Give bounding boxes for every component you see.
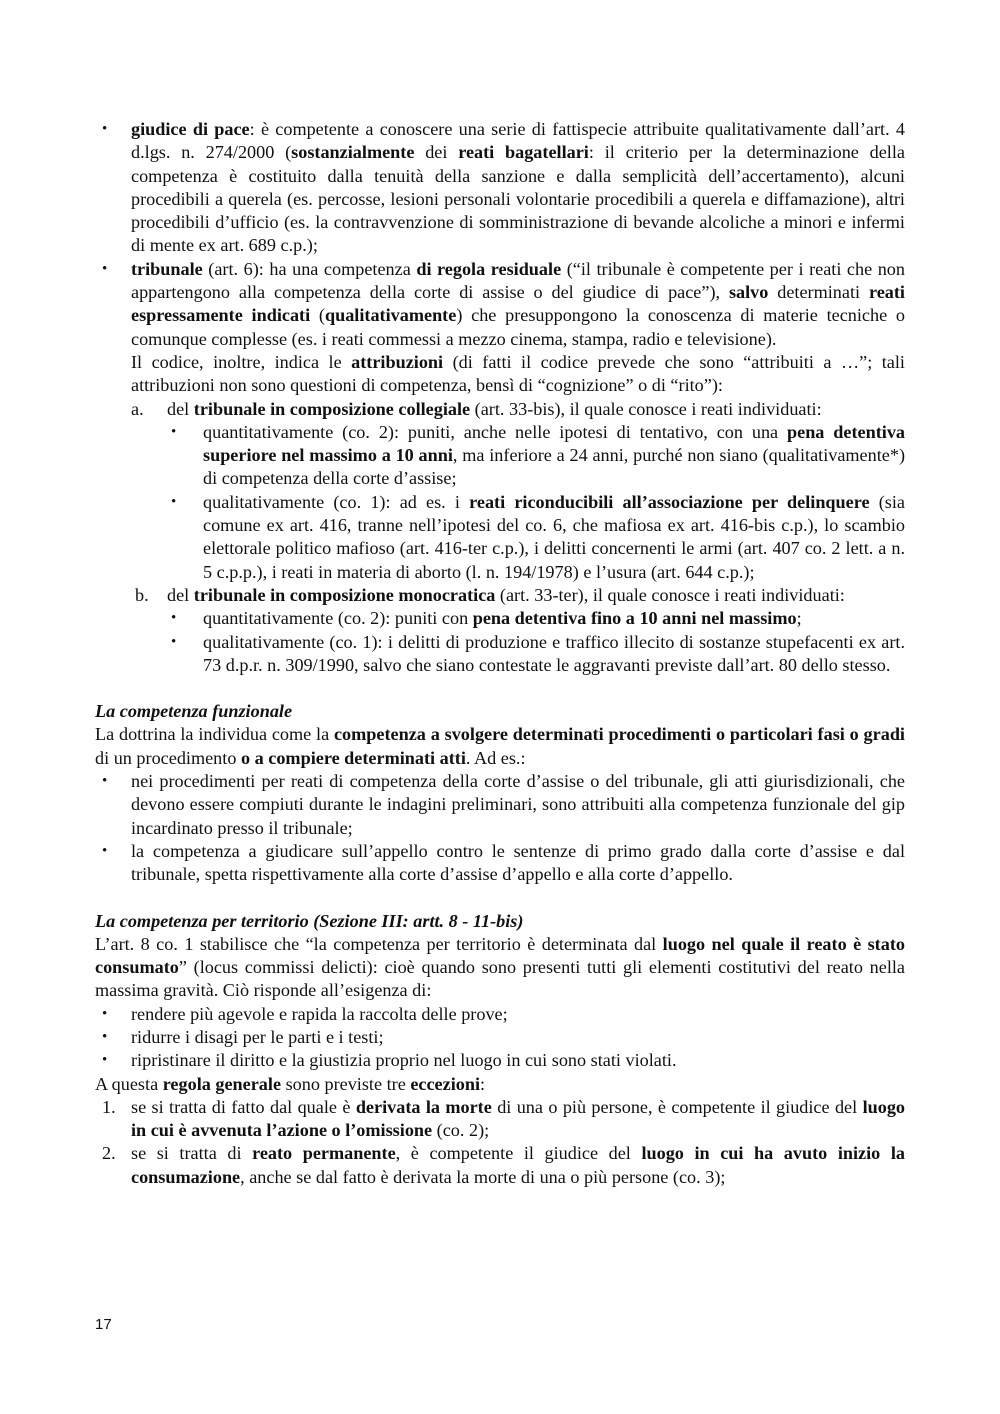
text: La dottrina la individua come la [95, 724, 334, 745]
spacer [95, 887, 905, 910]
text: di una o più persone, è competente il giudice del [491, 1096, 863, 1117]
text: : [480, 1073, 486, 1094]
term: eccezioni [410, 1073, 481, 1094]
term: luogo nel quale il reato è stato consumato [95, 933, 905, 978]
text: determinati [768, 282, 869, 303]
text: (art. 33-bis), il quale conosce i reati individuati: [470, 398, 822, 419]
text: , ma inferiore a 24 anni, purché non siano (qualitativamente*) di competenza della corte d’assise; [203, 445, 906, 489]
text: qualitativamente (co. 1): ad es. i [203, 491, 470, 512]
sub-item-quantitativamente [95, 421, 905, 491]
list-item: • ridurre i disagi per le parti e i testi; [95, 1026, 905, 1049]
sub-item-qualitativamente [95, 631, 905, 678]
term: sostanzialmente [291, 142, 415, 163]
term: luogo in cui è avvenuta l’azione o l’omissione [131, 1096, 906, 1141]
sub-item-qualitativamente [95, 491, 905, 584]
section-heading-territorio: La competenza per territorio (Sezione III: artt. 8 - 11-bis) [95, 910, 524, 931]
text: Il codice, inoltre, indica le [131, 351, 352, 372]
list-marker: b. [135, 584, 149, 605]
text: dei [414, 142, 459, 163]
list-marker: 2. [102, 1143, 116, 1164]
list-marker: 1. [102, 1096, 116, 1117]
term: reati espressamente indicati [131, 282, 905, 326]
term: pena detentiva superiore nel massimo a 10 anni [203, 421, 906, 466]
text: del [167, 584, 194, 605]
list-marker: a. [131, 398, 144, 419]
term: competenza a svolgere determinati procedimenti o particolari fasi o gradi [333, 724, 905, 745]
text: ) che presuppongono la conoscenza di materie tecniche o comunque complesse (es. i reati commessi a mezzo cinema, stampa, radio e televisione). [131, 305, 905, 349]
list-item-giudice-di-pace [95, 118, 905, 258]
text: (di fatti il codice prevede che sono “attribuiti a …”; tali attribuzioni non sono questioni di competenza, bensì di “cognizione” o di “rito”): [131, 351, 905, 396]
text: (art. 33-ter), il quale conosce i reati individuati: [495, 584, 845, 605]
term: giudice di pace [131, 119, 250, 139]
numbered-item-2 [95, 1142, 905, 1189]
numbered-item-1 [95, 1096, 905, 1143]
term: regola generale [162, 1073, 282, 1094]
text: L’art. 8 co. 1 stabilisce che “la competenza per territorio è determinata dal [95, 933, 663, 954]
spacer [95, 677, 905, 700]
list-item-tribunale [95, 258, 905, 351]
text: sono previste tre [281, 1073, 411, 1094]
text: , anche se dal fatto è derivata la morte di una o più persone (co. 3); [240, 1166, 726, 1187]
alpha-item-b [95, 584, 905, 607]
term: qualitativamente [324, 305, 457, 326]
text: (“il tribunale è competente per i reati che non appartengono alla competenza della corte di assise o del giudice di pace”), [131, 258, 905, 303]
text: quantitativamente (co. 2): puniti, anche nelle ipotesi di tentativo, con una [203, 421, 787, 442]
text: del [167, 398, 194, 419]
text: A questa [95, 1073, 163, 1094]
text: quantitativamente (co. 2): puniti con [203, 608, 473, 629]
text: di un procedimento [95, 747, 241, 768]
term: o a compiere determinati atti [240, 747, 466, 768]
term: reati riconducibili all’associazione per delinquere [469, 491, 870, 512]
text: (sia comune ex art. 416, tranne nell’ipotesi del co. 6, che mafiosa ex art. 416-bis c.p.), lo scambio elettorale politico mafioso (art. 416-ter c.p.), i delitti concernenti le armi (art. 407 co. 2 lett. a n. 5 c.p.p.), i reati in materia di aborto (l. n. 194/1978) e l’usura (art. 644 c.p.); [203, 491, 905, 582]
text: : il criterio per la determinazione della competenza è costituito dalla tenuità della sanzione e dalla semplicità dell’accertamento), alcuni procedibili a querela (es. percosse, lesioni personali volontarie procedibili a querela e diffamazione), altri procedibili d’ufficio (es. la contravvenzione di somministrazione di bevande alcoliche a minori e infermi di mente ex art. 689 c.p.); [131, 142, 905, 256]
term: tribunale in composizione monocratica [193, 584, 496, 605]
term: derivata la morte [355, 1096, 492, 1117]
text: ” (locus commissi delicti): cioè quando sono presenti tutti gli elementi costitutivi del reato nella massima gravità. Ciò risponde all’esigenza di: [95, 957, 905, 1001]
section-heading-funzionale: La competenza funzionale [95, 701, 293, 722]
paragraph-territorio-intro [95, 933, 905, 1003]
list-item: • nei procedimenti per reati di competenza della corte d’assise o del tribunale, gli atti giurisdizionali, che devono essere compiuti durante le indagini preliminari, sono attribuiti alla competenza funzionale del gip incardinato presso il tribunale; [95, 770, 905, 840]
text: (co. 2); [432, 1120, 490, 1141]
term: reati bagatellari [458, 142, 589, 163]
text: ; [796, 608, 802, 629]
page-content [95, 118, 905, 1189]
term: luogo in cui ha avuto inizio la consumazione [131, 1143, 905, 1187]
paragraph-eccezioni [95, 1073, 905, 1096]
list-item: • la competenza a giudicare sull’appello contro le sentenze di primo grado dalla corte d’assise e dal tribunale, spetta rispettivamente alla corte d’assise d’appello e alla corte d’appello. [95, 840, 905, 887]
text: (art. 6): ha una competenza [202, 258, 417, 279]
term: tribunale in composizione collegiale [193, 398, 471, 419]
paragraph-funzionale-intro [95, 723, 905, 770]
sub-item-quantitativamente [95, 607, 905, 630]
term: tribunale [131, 258, 203, 279]
term: attribuzioni [351, 351, 444, 372]
term: reato permanente [252, 1143, 396, 1164]
text: . Ad es.: [465, 747, 526, 768]
term: pena detentiva fino a 10 anni nel massimo [472, 608, 797, 629]
text: , è competente il giudice del [395, 1143, 642, 1164]
term: salvo [728, 282, 769, 303]
list-item: • rendere più agevole e rapida la raccolta delle prove; [95, 1003, 905, 1026]
paragraph-attribuzioni [95, 351, 905, 398]
text: : è competente a conoscere una serie di fattispecie attribuite qualitativamente dall’art. 4 d.lgs. n. 274/2000 ( [131, 119, 905, 163]
alpha-item-a [95, 398, 905, 421]
text: ( [310, 305, 325, 326]
text: se si tratta di fatto dal quale è [131, 1096, 356, 1117]
term: di regola residuale [416, 258, 562, 279]
text: qualitativamente (co. 1): i delitti di produzione e traffico illecito di sostanze stupefacenti ex art. 73 d.p.r. n. 309/1990, salvo che siano contestate le aggravanti previste dall’art. 80 dello stesso. [203, 631, 905, 675]
page-number: 17 [95, 1316, 112, 1333]
text: se si tratta di [131, 1143, 253, 1164]
list-item: • ripristinare il diritto e la giustizia proprio nel luogo in cui sono stati violati. [95, 1049, 905, 1072]
